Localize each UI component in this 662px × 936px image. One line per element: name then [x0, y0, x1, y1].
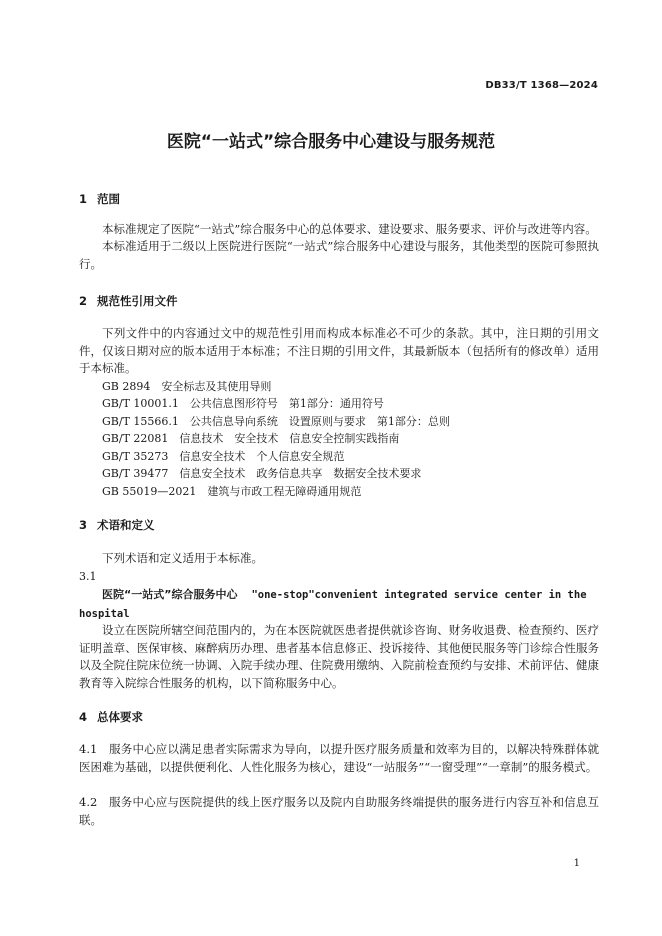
section-title: 总体要求	[97, 710, 143, 724]
section-4-item-2: 4.2 服务中心应与医院提供的线上医疗服务以及院内自助服务终端提供的服务进行内容互补和信息互联。	[79, 795, 599, 827]
section-4-heading	[79, 709, 143, 725]
section-title: 术语和定义	[97, 518, 155, 532]
section-number: 1	[79, 192, 88, 206]
section-number: 4	[79, 710, 88, 724]
document-code: DB33/T 1368—2024	[485, 80, 598, 91]
term-heading	[79, 586, 599, 623]
reference-item: GB/T 39477 信息安全技术 政务信息共享 数据安全技术要求	[102, 467, 422, 480]
reference-item: GB/T 15566.1 公共信息导向系统 设置原则与要求 第1部分：总则	[102, 415, 450, 428]
reference-item: GB 55019—2021 建筑与市政工程无障碍通用规范	[102, 485, 362, 498]
page-title: 医院“一站式”综合服务中心建设与服务规范	[166, 132, 496, 152]
section-number: 3	[79, 518, 88, 532]
term-english: "one-stop"convenient integrated service center in the hospital	[79, 589, 587, 620]
term-definition: 设立在医院所辖空间范围内的，为在本医院就医患者提供就诊咨询、财务收退费、检查预约、医疗证明盖章、医保审核、麻醉病历办理、患者基本信息修正、投诉接待、其他便民服务等门诊综合性服务以及全院住院床位统一协调、入院手续办理、住院费用缴纳、入院前检查预约与安排、术前评估、健康教育等入院综合性服务的机构，以下简称服务中心。	[79, 623, 599, 690]
reference-item: GB 2894 安全标志及其使用导则	[102, 380, 272, 393]
section-title: 范围	[97, 192, 120, 206]
section-number: 2	[79, 294, 88, 308]
section-2-heading	[79, 293, 178, 309]
section-2-paragraph-1: 下列文件中的内容通过文中的规范性引用而构成本标准必不可少的条款。其中，注日期的引用文件，仅该日期对应的版本适用于本标准；不注日期的引用文件，其最新版本（包括所有的修改单）适用于本标准。	[79, 326, 599, 375]
section-1-paragraph-1: 本标准规定了医院“一站式”综合服务中心的总体要求、建设要求、服务要求、评价与改进等内容。	[102, 222, 597, 236]
section-4-item-1: 4.1 服务中心应以满足患者实际需求为导向，以提升医疗服务质量和效率为目的，以解决特殊群体就医困难为基础，以提供便利化、人性化服务为核心，建设“一站服务”“一窗受理”“一章制”的服务模式。	[79, 742, 599, 774]
reference-item: GB/T 22081 信息技术 安全技术 信息安全控制实践指南	[102, 432, 400, 445]
section-1-heading	[79, 191, 120, 207]
page-number: 1	[573, 858, 580, 869]
reference-item: GB/T 35273 信息安全技术 个人信息安全规范	[102, 450, 345, 463]
section-3-heading	[79, 517, 155, 533]
term-chinese: 医院“一站式”综合服务中心	[102, 588, 238, 601]
section-title: 规范性引用文件	[97, 294, 178, 308]
reference-item: GB/T 10001.1 公共信息图形符号 第1部分：通用符号	[102, 397, 384, 410]
section-3-paragraph-1: 下列术语和定义适用于本标准。	[102, 551, 263, 565]
section-1-paragraph-2: 本标准适用于二级以上医院进行医院“一站式”综合服务中心建设与服务，其他类型的医院可参照执行。	[79, 239, 599, 271]
term-number: 3.1	[79, 570, 97, 583]
